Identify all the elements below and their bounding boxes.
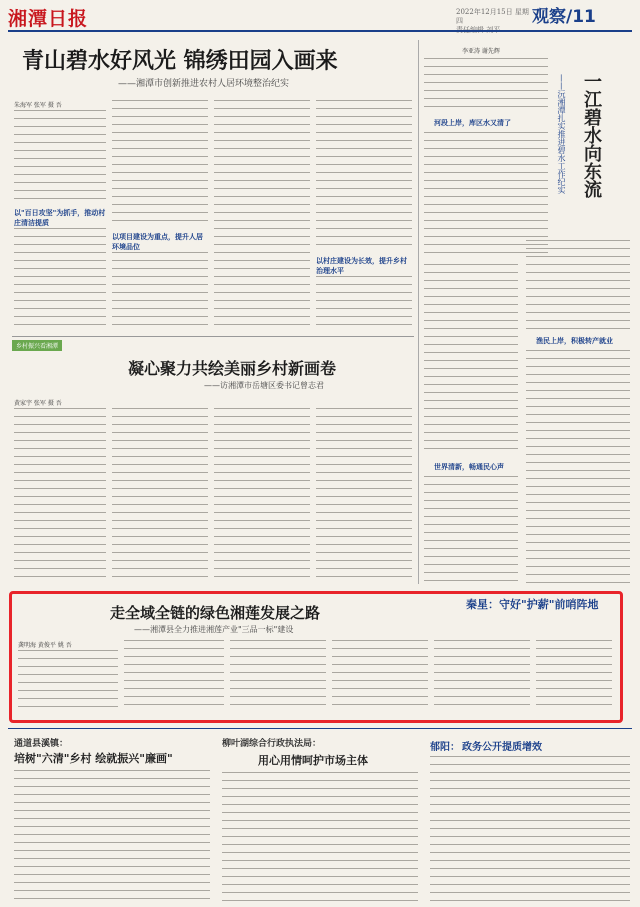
bottom2-kicker: 柳叶湖综合行政执法局： <box>222 739 322 749</box>
side-subhead3: 渔民上岸，积极转产就业 <box>536 337 613 345</box>
article3-subtitle: ——湘潭县全力推进湘莲产业"三品一标"建设 <box>134 625 294 634</box>
article1-byline: 朱海军 张军 摄 吾 <box>14 102 62 109</box>
divider <box>12 336 414 337</box>
article2-text-col3 <box>214 408 310 584</box>
bottom2-text <box>222 772 418 902</box>
article1-text-col1b <box>14 228 106 332</box>
bottom1-text <box>14 770 210 902</box>
bottom2-title: 用心用情呵护市场主体 <box>258 754 368 767</box>
section-banner: 乡村振兴看湘潭 <box>12 340 62 351</box>
side-text-a <box>424 58 548 110</box>
article1-subhead1: 以"百日攻坚"为抓手，推动村庄清洁提质 <box>14 209 106 227</box>
article1-text-col1a <box>14 110 106 202</box>
article2-byline: 黄家宇 张军 摄 吾 <box>14 400 62 407</box>
masthead-logo: 湘潭日报 <box>8 8 89 30</box>
article3-text-col5 <box>434 640 530 712</box>
masthead-date: 2022年12月15日 星期四 <box>456 8 529 25</box>
article2-subtitle: ——访湘潭市岳塘区委书记曾志君 <box>204 381 324 390</box>
article3-text-col4 <box>332 640 428 712</box>
column-rule <box>418 40 419 584</box>
side-vertical-subtitle: ——沅湘潭扎实推进碧水工作纪实 <box>557 74 566 194</box>
article1-text-col2a <box>112 100 208 226</box>
article2-title: 凝心聚力共绘美丽乡村新画卷 <box>128 359 337 378</box>
bottom-rule <box>8 728 632 729</box>
article1-text-col2b <box>112 252 208 332</box>
article1-subhead3: 以村庄建设为长效，提升乡村治理水平 <box>316 257 407 275</box>
article4-title: 秦星：守好"护薪"前哨阵地 <box>466 598 599 611</box>
side-text-e <box>526 240 630 330</box>
bottom1-title: 培树"六清"乡村 绘就振兴"廉画" <box>14 752 173 765</box>
side-text-c <box>424 264 518 454</box>
side-byline: 李亚涛 谢先辉 <box>462 48 500 55</box>
bottom3-title: 政务公开提质增效 <box>462 742 542 753</box>
side-subhead1: 河段上岸，库区水又清了 <box>434 119 511 127</box>
article2-text-col4 <box>316 408 412 584</box>
article1-subhead2: 以项目建设为重点，提升人居环境品位 <box>112 233 203 251</box>
article3-title: 走全域全链的绿色湘莲发展之路 <box>110 604 321 622</box>
side-text-f <box>526 350 630 584</box>
side-subhead2: 世界清新，畅通民心声 <box>434 463 504 471</box>
article3-text-col2 <box>124 640 224 712</box>
article3-text-col3 <box>230 640 326 712</box>
article1-text-col4a <box>316 100 412 250</box>
article2-text-col1 <box>14 408 106 584</box>
article1-text-col4b <box>316 276 412 332</box>
article1-text-col3 <box>214 100 310 332</box>
article2-text-col2 <box>112 408 208 584</box>
side-vertical-title: 一江碧水向东流 <box>581 72 602 198</box>
article3-byline: 龚明海 黄俊平 姚 吾 <box>18 642 72 649</box>
bottom3-kicker: 郁阳： <box>430 742 460 753</box>
section-title: 观察/11 <box>532 7 596 27</box>
article1-subtitle: ——湘潭市创新推进农村人居环境整治纪实 <box>118 79 290 89</box>
article1-title: 青山碧水好风光 锦绣田园入画来 <box>22 48 338 74</box>
side-text-b <box>424 132 548 256</box>
article3-text-col6 <box>536 640 612 712</box>
side-text-d <box>424 476 518 584</box>
article3-text-col1 <box>18 650 118 712</box>
masthead-rule <box>8 30 632 32</box>
bottom3-text <box>430 756 630 902</box>
bottom1-kicker: 通道县溪镇： <box>14 739 69 749</box>
